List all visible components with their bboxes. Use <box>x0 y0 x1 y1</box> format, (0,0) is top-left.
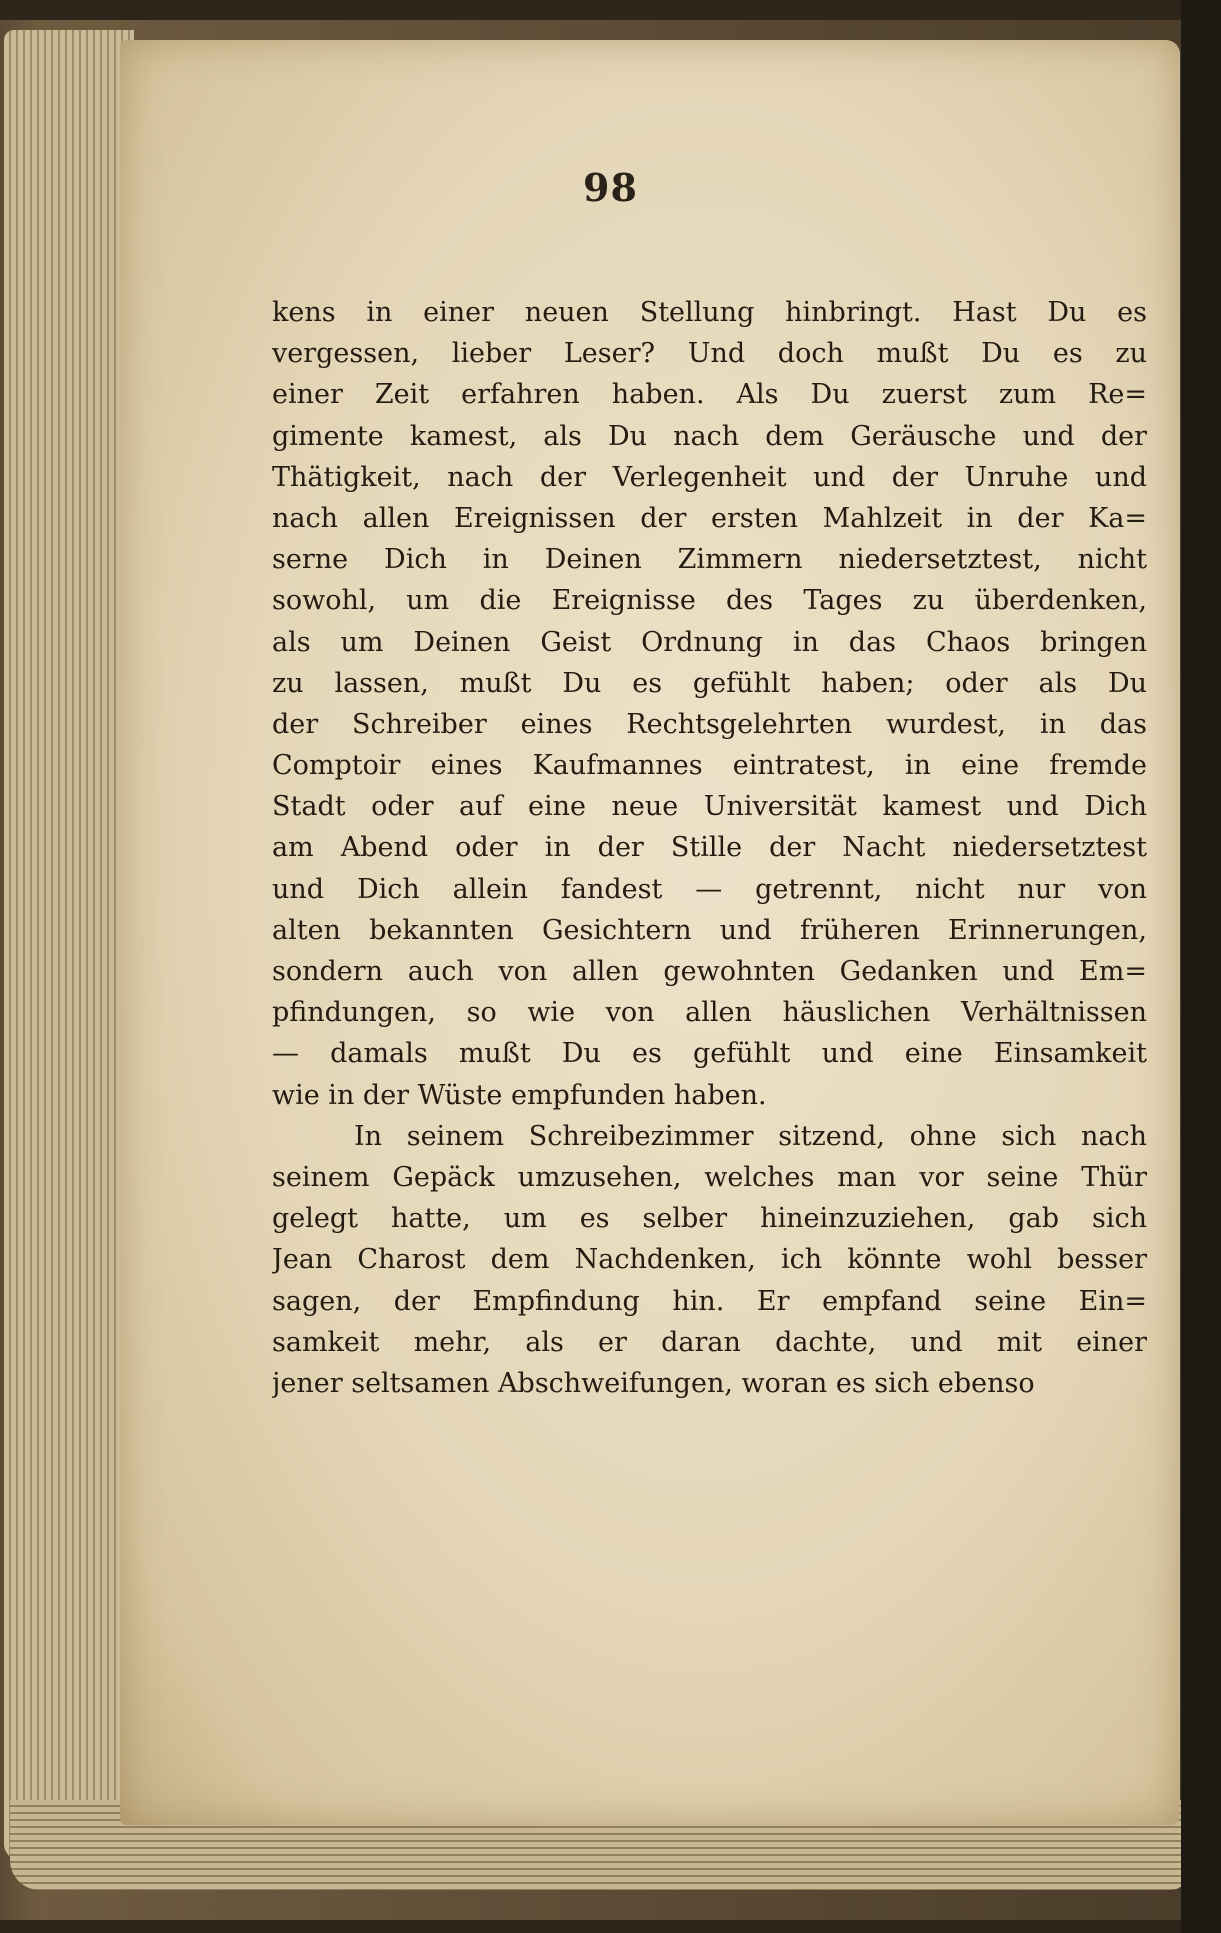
text-line: sowohl, um die Ereignisse des Tages zu überdenken, <box>272 585 1147 617</box>
text-line: als um Deinen Geist Ordnung in das Chaos bringen <box>272 626 1147 658</box>
paragraph <box>272 292 1147 1116</box>
text-line: samkeit mehr, als er daran dachte, und mit einer <box>272 1326 1147 1358</box>
text-line: am Abend oder in der Stille der Nacht niedersetztest <box>272 832 1147 864</box>
text-line: nach allen Ereignissen der ersten Mahlzeit in der Ka= <box>272 502 1147 534</box>
text-line: einer Zeit erfahren haben. Als Du zuerst zum Re= <box>272 379 1147 411</box>
text-line: Comptoir eines Kaufmannes eintratest, in eine fremde <box>272 750 1147 782</box>
text-line: pfindungen, so wie von allen häuslichen Verhältnissen <box>272 997 1147 1029</box>
text-line: der Schreiber eines Rechtsgelehrten wurdest, in das <box>272 708 1147 740</box>
text-line: gelegt hatte, um es selber hineinzuziehen, gab sich <box>272 1203 1147 1235</box>
text-line: sagen, der Empfindung hin. Er empfand seine Ein= <box>272 1285 1147 1317</box>
text-line: serne Dich in Deinen Zimmern niedersetztest, nicht <box>272 544 1147 576</box>
page-number: 98 <box>583 165 638 210</box>
text-line: vergessen, lieber Leser? Und doch mußt Du es zu <box>272 338 1147 370</box>
body-text <box>272 292 1147 1404</box>
paragraph <box>272 1116 1147 1404</box>
page-edges-left <box>4 30 134 1860</box>
background-shadow <box>1181 0 1221 1933</box>
text-line: Stadt oder auf eine neue Universität kamest und Dich <box>272 791 1147 823</box>
text-line: kens in einer neuen Stellung hinbringt. Hast Du es <box>272 297 1147 328</box>
text-line: — damals mußt Du es gefühlt und eine Einsamkeit <box>272 1038 1147 1070</box>
text-line: Jean Charost dem Nachdenken, ich könnte wohl besser <box>272 1244 1147 1276</box>
text-line: wie in der Wüste empfunden haben. <box>272 1079 767 1111</box>
text-line: gimente kamest, als Du nach dem Geräusche und der <box>272 420 1147 452</box>
text-line: alten bekannten Gesichtern und früheren Erinnerungen, <box>272 914 1147 946</box>
text-line: jener seltsamen Abschweifungen, woran es sich ebenso <box>272 1367 1035 1399</box>
text-line: sondern auch von allen gewohnten Gedanken und Em= <box>272 956 1147 987</box>
text-line: Thätigkeit, nach der Verlegenheit und der Unruhe und <box>272 461 1147 493</box>
text-line: In seinem Schreibezimmer sitzend, ohne sich nach <box>354 1120 1147 1152</box>
text-line: seinem Gepäck umzusehen, welches man vor seine Thür <box>272 1161 1147 1193</box>
text-line: und Dich allein fandest — getrennt, nicht nur von <box>272 873 1147 905</box>
text-line: zu lassen, mußt Du es gefühlt haben; oder als Du <box>272 667 1147 699</box>
